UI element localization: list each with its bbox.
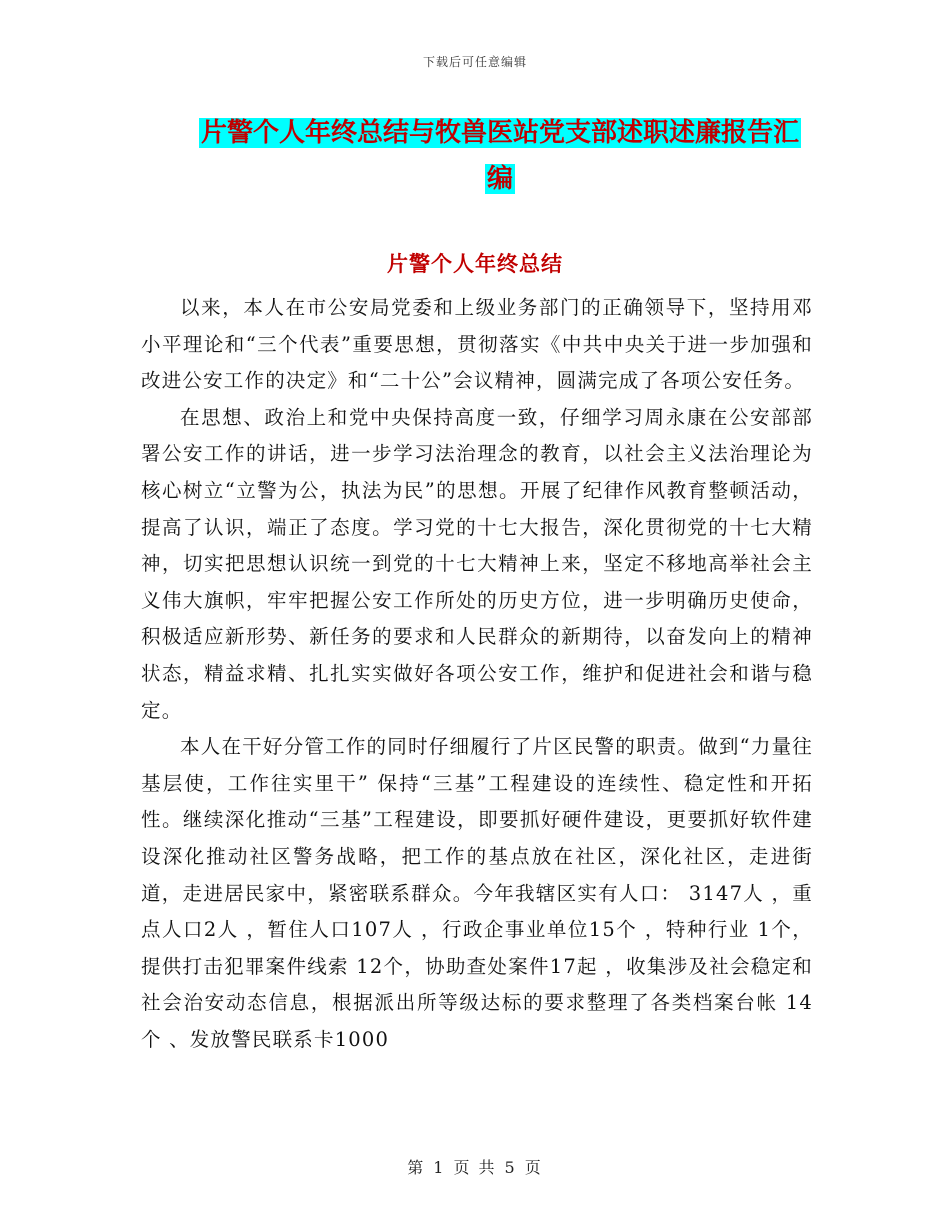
footer-prefix: 第 [407, 1158, 426, 1177]
header-note: 下载后可任意编辑 [422, 55, 527, 69]
section-title: 片警个人年终总结 [387, 251, 563, 276]
page-footer [0, 1155, 950, 1178]
footer-middle: 页 共 [453, 1158, 497, 1177]
document-title-line1: 片警个人年终总结与牧兽医站党支部述职述廉报告汇 [200, 118, 799, 148]
document-title [180, 110, 820, 202]
document-title-line2: 编 [486, 164, 513, 194]
footer-suffix: 页 [524, 1158, 543, 1177]
footer-page-number: 1 [433, 1158, 446, 1177]
paragraph-1: 以来，本人在市公安局党委和上级业务部门的正确领导下，坚持用邓小平理论和“三个代表”重要思想，贯彻落实《中共中央关于进一步加强和改进公安工作的决定》和“二十公”会议精神，圆满完成了各项公安任务。 [141, 296, 813, 393]
paragraph-2: 在思想、政治上和党中央保持高度一致，仔细学习周永康在公安部部署公安工作的讲话，进一步学习法治理念的教育，以社会主义法治理论为核心树立“立警为公，执法为民”的思想。开展了纪律作风教育整顿活动，提高了认识，端正了态度。学习党的十七大报告，深化贯彻党的十七大精神，切实把思想认识统一到党的十七大精神上来，坚定不移地高举社会主义伟大旗帜，牢牢把握公安工作所处的历史方位，进一步明确历史使命，积极适应新形势、新任务的要求和人民群众的新期待，以奋发向上的精神状态，精益求精、扎扎实实做好各项公安工作，维护和促进社会和谐与稳定。 [141, 405, 813, 722]
footer-total-pages: 5 [504, 1158, 517, 1177]
paragraph-3: 本人在干好分管工作的同时仔细履行了片区民警的职责。做到“力量往基层使，工作往实里干” 保持“三基”工程建设的连续性、稳定性和开拓性。继续深化推动“三基”工程建设，即要抓好硬件建设，更要抓好软件建设深化推动社区警务战略，把工作的基点放在社区，深化社区，走进街道，走进居民家中，紧密联系群众。今年我辖区实有人口： 3147人 ，重点人口2人 ，暂住人口107人 ，行政企事业单位15个 ，特种行业 1个，提供打击犯罪案件线索 12个，协助查处案件17起 ，收集涉及社会稳定和社会治安动态信息，根据派出所等级达标的要求整理了各类档案台帐 14个 、发放警民联系卡1000 [141, 735, 813, 1051]
document-body [141, 290, 813, 1058]
